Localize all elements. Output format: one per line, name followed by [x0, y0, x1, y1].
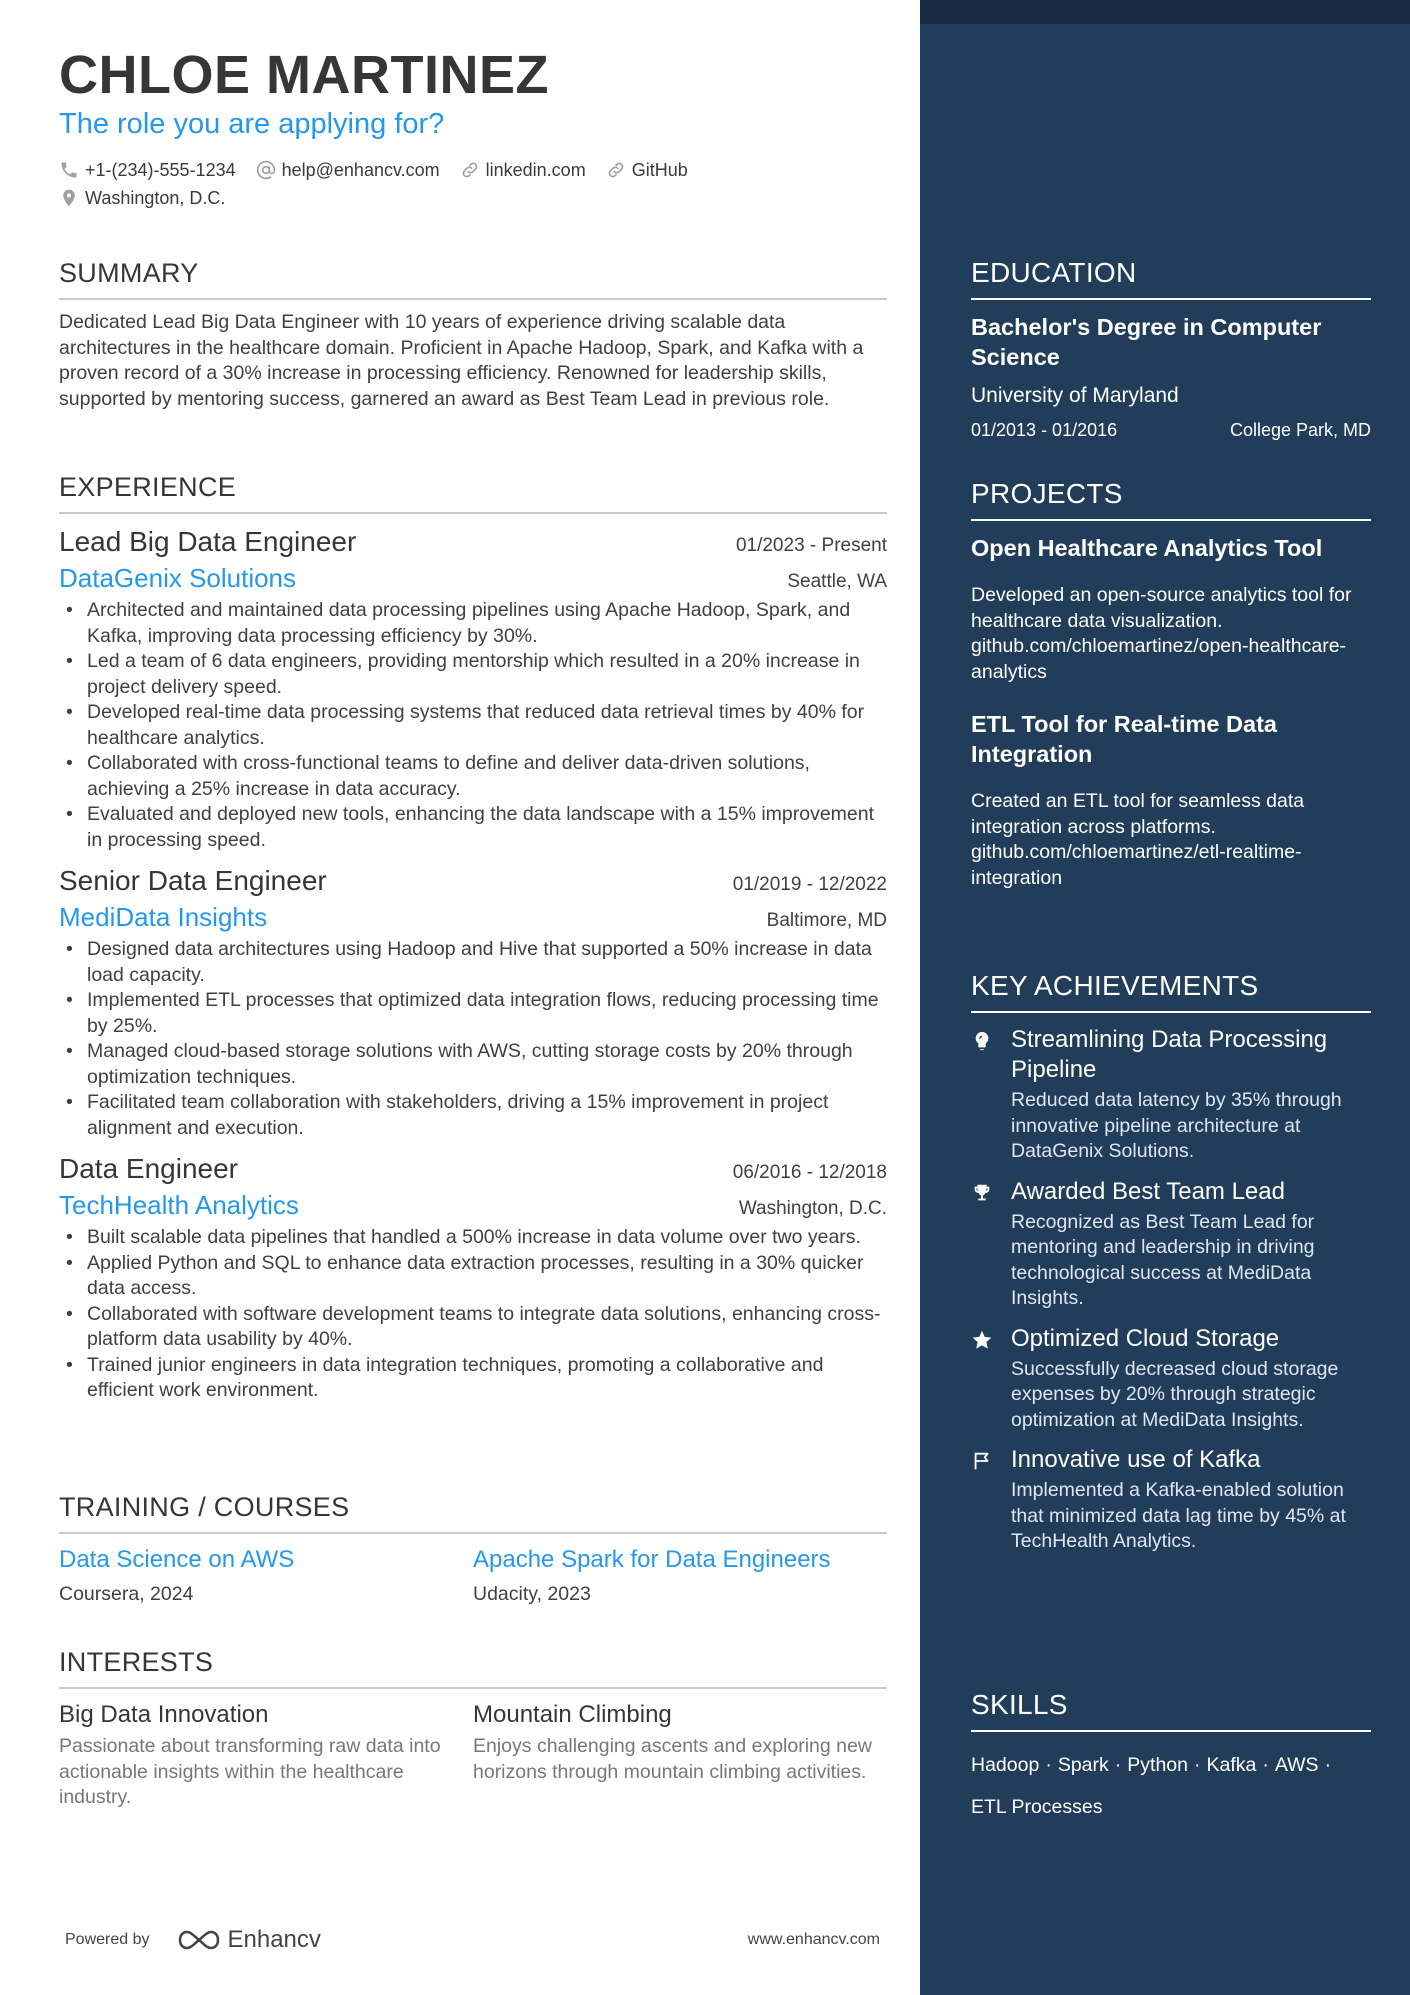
phone-icon	[59, 160, 79, 180]
section-title: INTERESTS	[59, 1645, 887, 1689]
project-item	[971, 533, 1371, 685]
contact-location	[59, 188, 225, 209]
achievement-desc: Recognized as Best Team Lead for mentoring and leadership in driving technological success at MediData Insights.	[1011, 1210, 1315, 1309]
location-text: Washington, D.C.	[85, 187, 226, 208]
achievement-desc: Implemented a Kafka-enabled solution that minimized data lag time by 45% at TechHealth Analytics.	[1011, 1479, 1346, 1552]
job-bullets	[59, 1225, 887, 1404]
job-location: Washington, D.C.	[738, 1198, 887, 1219]
bullet-item: • Built scalable data pipelines that handled a 500% increase in data volume over two years.	[59, 1225, 887, 1251]
course-provider: Udacity, 2023	[473, 1583, 591, 1605]
job-location: Baltimore, MD	[766, 910, 887, 931]
powered-by	[65, 1926, 321, 1954]
job-title: Lead Big Data Engineer	[59, 526, 357, 557]
lightbulb-icon	[971, 1030, 993, 1052]
job-bullets	[59, 598, 887, 853]
skills-section	[971, 1688, 1371, 1828]
bullet-item: • Architected and maintained data processing pipelines using Apache Hadoop, Spark, and Kafka, improving data processing efficiency by 30%.	[59, 598, 887, 649]
interest-desc: Enjoys challenging ascents and exploring new horizons through mountain climbing activities.	[473, 1735, 872, 1783]
summary-text: Dedicated Lead Big Data Engineer with 10 years of experience driving scalable data architectures in the healthcare domain. Proficient in Apache Hadoop, Spark, and Kafka with a proven record of a 30% increase in processing efficiency. Renowned for leadership skills, supported by mentoring success, garnered an award as Best Team Lead in previous role.	[59, 311, 864, 410]
project-desc: Developed an open-source analytics tool for healthcare data visualization. github.com/chloemartinez/open-healthcare-analytics	[971, 584, 1352, 683]
section-title: SUMMARY	[59, 256, 887, 300]
section-title: KEY ACHIEVEMENTS	[971, 969, 1371, 1013]
candidate-name: CHLOE MARTINEZ	[59, 45, 549, 105]
school: University of Maryland	[971, 384, 1179, 407]
email-text: help@enhancv.com	[281, 159, 440, 180]
skills-list: Hadoop · Spark · Python · Kafka · AWS · ETL Processes	[971, 1754, 1332, 1818]
job-dates: 01/2019 - 12/2022	[732, 874, 887, 895]
section-title: EDUCATION	[971, 256, 1371, 300]
course-title[interactable]: Data Science on AWS	[59, 1546, 295, 1573]
achievement-desc: Successfully decreased cloud storage expenses by 20% through strategic optimization at MediData Insights.	[1011, 1357, 1339, 1431]
brand-name: Enhancv	[227, 1926, 321, 1953]
job-title: Senior Data Engineer	[59, 865, 327, 896]
bullet-item: • Collaborated with software development teams to integrate data solutions, enhancing cross-platform data usability by 40%.	[59, 1302, 887, 1353]
job-entry	[59, 524, 887, 853]
star-icon	[971, 1329, 993, 1351]
education-dates: 01/2013 - 01/2016	[971, 420, 1118, 440]
achievement-item	[971, 1025, 1371, 1165]
education-section	[971, 256, 1371, 441]
achievements-section	[971, 969, 1371, 1567]
interests-section	[59, 1645, 887, 1811]
company-name[interactable]: DataGenix Solutions	[59, 563, 297, 593]
achievement-desc: Reduced data latency by 35% through innovative pipeline architecture at DataGenix Solutions.	[1011, 1089, 1342, 1162]
achievement-title: Streamlining Data Processing Pipeline	[1011, 1026, 1328, 1083]
target-role: The role you are applying for?	[59, 108, 445, 140]
achievement-item	[971, 1445, 1371, 1555]
enhancv-logo-icon	[176, 1928, 222, 1952]
achievement-title: Awarded Best Team Lead	[1011, 1177, 1285, 1205]
skill-item: Kafka	[1206, 1754, 1257, 1776]
education-location: College Park, MD	[1229, 420, 1371, 440]
sidebar-top-bar	[920, 0, 1410, 24]
company-name[interactable]: MediData Insights	[59, 902, 268, 932]
skill-item: Python	[1127, 1754, 1188, 1776]
course-item	[59, 1544, 473, 1606]
project-desc: Created an ETL tool for seamless data integration across platforms. github.com/chloemartinez/etl-realtime-integration	[971, 790, 1305, 889]
bullet-item: • Managed cloud-based storage solutions with AWS, cutting storage costs by 20% through optimization techniques.	[59, 1039, 887, 1090]
job-bullets	[59, 937, 887, 1141]
linkedin-text: linkedin.com	[485, 159, 586, 180]
bullet-item: • Trained junior engineers in data integration techniques, promoting a collaborative and efficient work environment.	[59, 1353, 887, 1404]
bullet-item: • Collaborated with cross-functional teams to define and deliver data-driven solutions, achieving a 25% increase in data accuracy.	[59, 751, 887, 802]
link-icon	[606, 160, 626, 180]
project-title: Open Healthcare Analytics Tool	[971, 535, 1323, 561]
location-pin-icon	[59, 188, 79, 208]
skill-item: AWS	[1274, 1754, 1319, 1776]
trophy-icon	[971, 1182, 993, 1204]
project-title: ETL Tool for Real-time Data Integration	[971, 711, 1277, 767]
experience-section	[59, 470, 887, 1414]
github-text: GitHub	[631, 159, 688, 180]
footer-url[interactable]: www.enhancv.com	[747, 1931, 880, 1948]
sidebar	[920, 0, 1410, 1995]
interest-item	[59, 1699, 473, 1811]
interest-title: Mountain Climbing	[473, 1701, 672, 1728]
bullet-item: • Applied Python and SQL to enhance data extraction processes, resulting in a 30% quicker data access.	[59, 1251, 887, 1302]
job-location: Seattle, WA	[787, 571, 887, 592]
section-title: PROJECTS	[971, 477, 1371, 521]
course-title[interactable]: Apache Spark for Data Engineers	[473, 1546, 831, 1573]
job-entry	[59, 1151, 887, 1404]
contact-phone[interactable]	[59, 160, 236, 181]
section-title: SKILLS	[971, 1688, 1371, 1732]
course-item	[473, 1544, 887, 1606]
training-section	[59, 1490, 887, 1606]
bullet-item: • Implemented ETL processes that optimized data integration flows, reducing processing time by 25%.	[59, 988, 887, 1039]
flag-icon	[971, 1450, 993, 1472]
contact-email[interactable]	[256, 160, 440, 181]
contact-info	[59, 157, 879, 213]
phone-text: +1-(234)-555-1234	[85, 159, 236, 180]
section-title: TRAINING / COURSES	[59, 1490, 887, 1534]
at-icon	[256, 160, 276, 180]
job-entry	[59, 863, 887, 1141]
section-title: EXPERIENCE	[59, 470, 887, 514]
contact-github[interactable]	[606, 160, 688, 181]
enhancv-logo[interactable]	[176, 1926, 321, 1954]
bullet-item: • Facilitated team collaboration with stakeholders, driving a 15% improvement in project alignment and execution.	[59, 1090, 887, 1141]
contact-linkedin[interactable]	[460, 160, 586, 181]
bullet-item: • Evaluated and deployed new tools, enhancing the data landscape with a 15% improvement in processing speed.	[59, 802, 887, 853]
interest-desc: Passionate about transforming raw data into actionable insights within the healthcare industry.	[59, 1735, 441, 1808]
job-dates: 01/2023 - Present	[735, 535, 887, 556]
job-dates: 06/2016 - 12/2018	[732, 1162, 887, 1183]
skill-item: Spark	[1057, 1754, 1109, 1776]
job-title: Data Engineer	[59, 1153, 239, 1184]
skill-item: Hadoop	[971, 1754, 1040, 1776]
project-item	[971, 709, 1371, 891]
summary-section	[59, 256, 887, 412]
link-icon	[460, 160, 480, 180]
achievement-title: Innovative use of Kafka	[1011, 1446, 1261, 1473]
interest-item	[473, 1699, 887, 1811]
bullet-item: • Led a team of 6 data engineers, providing mentorship which resulted in a 20% increase in project delivery speed.	[59, 649, 887, 700]
achievement-item	[971, 1324, 1371, 1434]
skill-item: ETL Processes	[971, 1796, 1103, 1818]
bullet-item: • Designed data architectures using Hadoop and Hive that supported a 50% increase in data load capacity.	[59, 937, 887, 988]
achievement-title: Optimized Cloud Storage	[1011, 1324, 1280, 1352]
bullet-item: • Developed real-time data processing systems that reduced data retrieval times by 40% for healthcare analytics.	[59, 700, 887, 751]
footer	[65, 1926, 880, 1954]
achievement-item	[971, 1177, 1371, 1312]
course-provider: Coursera, 2024	[59, 1583, 194, 1605]
powered-by-label: Powered by	[65, 1931, 150, 1948]
projects-section	[971, 477, 1371, 891]
degree: Bachelor's Degree in Computer Science	[971, 314, 1322, 370]
interest-title: Big Data Innovation	[59, 1701, 269, 1728]
company-name[interactable]: TechHealth Analytics	[59, 1190, 299, 1220]
